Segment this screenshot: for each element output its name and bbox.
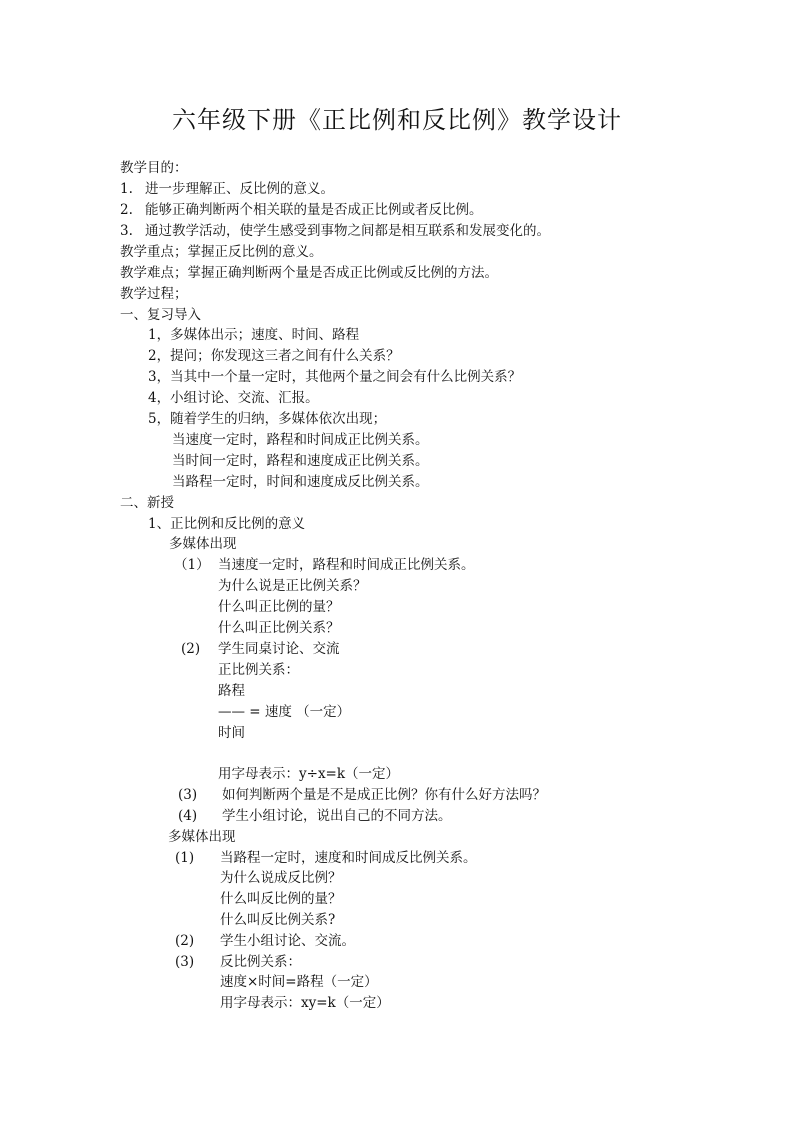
- objectives-heading: 教学目的：: [120, 160, 188, 176]
- point-text: 学生同桌讨论、交流: [218, 641, 340, 657]
- difficulty: 教学难点；掌握正确判断两个量是否成正比例或反比例的方法。: [120, 265, 498, 281]
- relation-label: 正比例关系：: [218, 662, 299, 678]
- point-text: 当路程一定时，速度和时间成反比例关系。: [220, 850, 477, 866]
- objective-num: 2.: [120, 202, 133, 218]
- question-line: 什么叫反比例关系?: [220, 912, 336, 928]
- key-point: 教学重点；掌握正反比例的意义。: [120, 244, 323, 260]
- question-line: 什么叫正比例关系？: [218, 620, 340, 636]
- formula-line: 速度×时间=路程（一定）: [220, 974, 378, 990]
- objective-num: 3.: [120, 223, 133, 239]
- question-line: 什么叫反比例的量？: [220, 891, 342, 907]
- section1-item: 5，随着学生的归纳，多媒体依次出现；: [148, 411, 387, 427]
- objective-text: 进一步理解正、反比例的意义。: [145, 181, 334, 197]
- objective-num: 1.: [120, 181, 133, 197]
- point-text: 学生小组讨论、交流。: [220, 933, 355, 949]
- section1-heading: 一、复习导入: [120, 307, 201, 323]
- point-text: 当速度一定时，路程和时间成正比例关系。: [218, 557, 475, 573]
- section2-subheading: 1、正比例和反比例的意义: [148, 516, 306, 532]
- section1-sub: 当速度一定时，路程和时间成正比例关系。: [172, 432, 429, 448]
- fraction-denominator: 时间: [218, 725, 245, 741]
- process-heading: 教学过程；: [120, 286, 188, 302]
- point-text: 如何判断两个量是不是成正比例？你有什么好方法吗？: [222, 787, 546, 803]
- question-line: 为什么说是正比例关系？: [218, 578, 367, 594]
- point-num: （1）: [174, 557, 210, 573]
- objective-text: 能够正确判断两个相关联的量是否成正比例或者反比例。: [145, 202, 483, 218]
- section2-heading: 二、新授: [120, 495, 174, 511]
- document-title: 六年级下册《正比例和反比例》教学设计: [172, 106, 622, 134]
- point-num: (3): [175, 954, 195, 970]
- question-line: 什么叫正比例的量？: [218, 599, 340, 615]
- section1-item: 2，提问；你发现这三者之间有什么关系？: [148, 348, 400, 364]
- section1-item: 3，当其中一个量一定时，其他两个量之间会有什么比例关系？: [148, 369, 522, 385]
- point-num: (4): [178, 808, 198, 824]
- formula-line: 用字母表示：xy=k（一定）: [220, 995, 390, 1011]
- section1-item: 4，小组讨论、交流、汇报。: [148, 390, 319, 406]
- section1-item: 1，多媒体出示；速度、时间、路程: [148, 327, 360, 343]
- question-line: 为什么说成反比例？: [220, 870, 342, 886]
- point-num: (3): [178, 787, 198, 803]
- fraction-numerator: 路程: [218, 683, 245, 699]
- media-heading: 多媒体出现: [169, 536, 237, 552]
- point-num: (1): [175, 850, 195, 866]
- section1-sub: 当时间一定时，路程和速度成正比例关系。: [172, 453, 429, 469]
- objective-text: 通过教学活动，使学生感受到事物之间都是相互联系和发展变化的。: [145, 223, 550, 239]
- point-num: (2): [175, 933, 195, 949]
- letter-formula: 用字母表示：y÷x=k（一定）: [218, 766, 400, 782]
- media-heading: 多媒体出现: [168, 829, 236, 845]
- point-num: (2): [181, 641, 201, 657]
- point-text: 反比例关系：: [220, 954, 301, 970]
- section1-sub: 当路程一定时，时间和速度成反比例关系。: [172, 474, 429, 490]
- fraction-line: —— = 速度 （一定）: [218, 704, 351, 720]
- point-text: 学生小组讨论，说出自己的不同方法。: [222, 808, 452, 824]
